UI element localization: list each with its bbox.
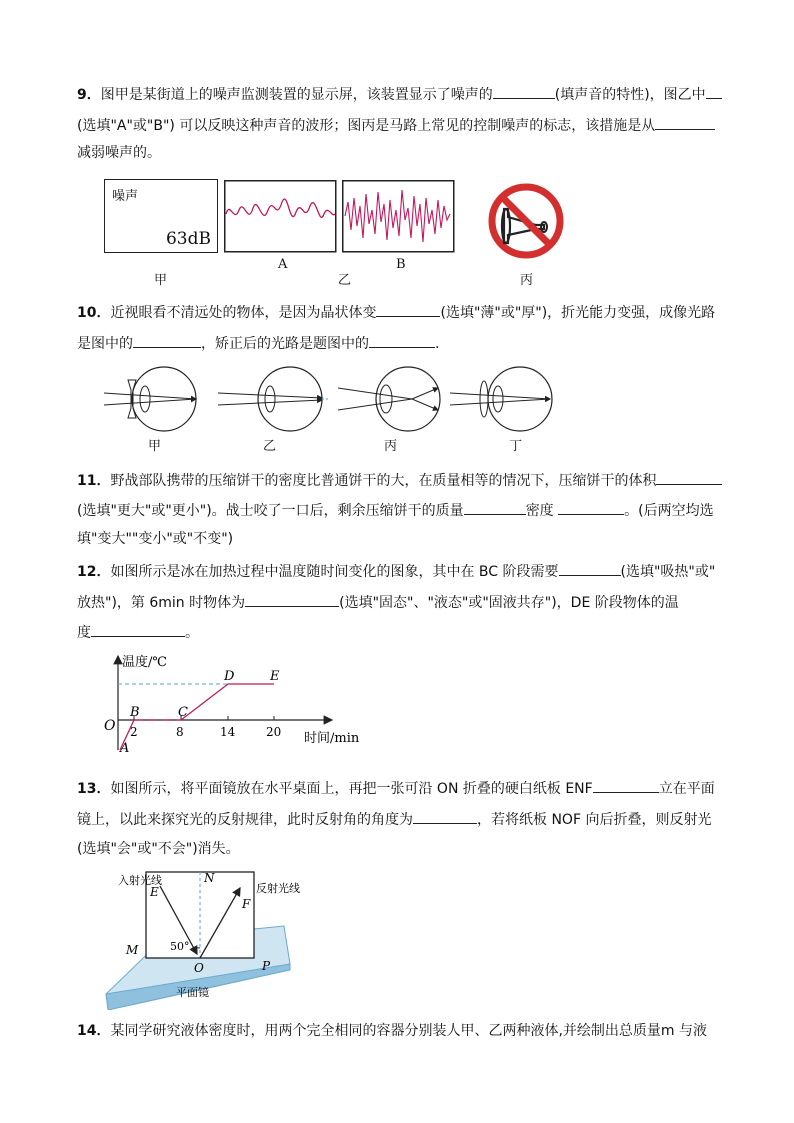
q11-text: 密度 (525, 503, 554, 519)
incident-label: 入射光线 (118, 874, 162, 887)
q11-line2 (77, 500, 714, 520)
label-p: P (262, 959, 271, 973)
q12-line2 (77, 592, 679, 612)
point-b: B (130, 705, 140, 720)
q12-text: (选填"固态"、"液态"或"固液共存")，DE 阶段物体的温 (339, 595, 679, 611)
q10-number: 10． (77, 305, 111, 321)
q12-blank-2[interactable] (245, 592, 339, 607)
q13-number: 13． (77, 781, 111, 797)
point-d: D (224, 669, 235, 684)
q11-line3 (77, 530, 233, 548)
q13-text: 立在平面 (658, 781, 715, 797)
caption-a: A (278, 257, 288, 272)
noise-monitor-screen (104, 179, 218, 253)
q9-text: (填声音的特性)，图乙中 (554, 87, 706, 103)
q12-number: 12． (77, 564, 111, 580)
q11-blank-1[interactable] (656, 470, 722, 485)
q9-text: (选填"A"或"B") 可以反映这种声音的波形；图丙是马路上常见的控制噪声的标志，该措施是从 (77, 118, 656, 134)
q12-blank-3[interactable] (91, 622, 185, 637)
eye-ding (450, 367, 552, 431)
q13-line3 (77, 840, 240, 858)
no-honking-sign (486, 181, 566, 261)
q10-line1 (77, 302, 715, 322)
q13-blank-2[interactable] (413, 809, 477, 824)
caption-jia: 甲 (148, 439, 162, 454)
point-e: E (270, 669, 280, 684)
q13-blank-1[interactable] (593, 778, 659, 793)
waveform-a (224, 180, 338, 253)
origin-label: O (104, 718, 116, 734)
temperature-time-graph (100, 652, 380, 754)
q13-text: 镜上，以此来探究光的反射规律，此时反射角的角度为 (77, 812, 413, 828)
label-f: F (242, 897, 251, 911)
caption-bing: 丙 (520, 273, 534, 288)
q10-text: 近视眼看不清远处的物体，是因为晶状体变 (110, 305, 377, 321)
q13-text: (选填"会"或"不会")消失。 (77, 841, 240, 857)
q12-blank-1[interactable] (559, 561, 621, 576)
tick-8: 8 (176, 725, 184, 739)
caption-b: B (396, 257, 406, 272)
label-e: E (150, 885, 159, 899)
q11-number: 11． (77, 473, 111, 489)
segment-cde (181, 684, 274, 720)
point-a: A (120, 741, 130, 754)
q9-number: 9． (77, 87, 101, 103)
q10-text: . (435, 336, 440, 352)
y-axis-label: 温度/℃ (122, 655, 167, 670)
eye-diagrams (100, 366, 560, 456)
q12-text: 度 (77, 625, 91, 641)
label-o: O (194, 961, 204, 975)
screen-value: 63dB (165, 229, 211, 249)
q11-text: 。(后两空均选 (624, 503, 714, 519)
q12-text: (选填"吸热"或" (620, 564, 716, 580)
q9-blank-2[interactable] (706, 84, 722, 99)
caption-ding: 丁 (509, 439, 523, 454)
caption-yi: 乙 (263, 439, 277, 454)
q9-text: 图甲是某街道上的噪声监测装置的显示屏，该装置显示了噪声的 (100, 87, 493, 103)
q12-text: 。 (185, 625, 199, 641)
q12-text: 放热")，第 6min 时物体为 (77, 595, 246, 611)
q9-text: 减弱噪声的。 (77, 145, 161, 161)
q11-text: 野战部队携带的压缩饼干的密度比普通饼干的大，在质量相等的情况下，压缩饼干的体积 (110, 473, 657, 489)
q12-line3 (77, 622, 199, 642)
q11-text: 填"变大""变小"或"不变") (77, 531, 234, 547)
angle-label: 50° (170, 940, 190, 953)
mirror-label: 平面镜 (176, 986, 209, 999)
eye-yi (218, 367, 330, 431)
q9-line2 (77, 115, 715, 135)
point-c: C (178, 705, 188, 720)
waveform-b (342, 180, 456, 253)
tick-20: 20 (266, 725, 282, 739)
reflected-label: 反射光线 (256, 882, 300, 895)
q11-text: (选填"更大"或"更小")。战士咬了一口后，剩余压缩饼干的质量 (77, 503, 464, 519)
q9-blank-3[interactable] (655, 115, 715, 130)
eye-jia (104, 367, 196, 431)
q10-blank-2[interactable] (133, 333, 201, 348)
q10-line2 (77, 333, 439, 353)
q14-text: 某同学研究液体密度时，用两个完全相同的容器分别装人甲、乙两种液体,并绘制出总质量m 与液 (110, 1023, 708, 1039)
q9-line1 (77, 84, 722, 104)
q10-text: 是图中的 (77, 336, 133, 352)
q11-blank-2[interactable] (464, 500, 526, 515)
q12-text: 如图所示是冰在加热过程中温度随时间变化的图象，其中在 BC 阶段需要 (110, 564, 559, 580)
q14-number: 14． (77, 1023, 111, 1039)
label-n: N (204, 871, 215, 885)
q13-line1 (77, 778, 715, 798)
screen-label: 噪声 (112, 189, 139, 204)
q10-blank-3[interactable] (369, 333, 435, 348)
label-m: M (126, 943, 139, 957)
q11-line1 (77, 470, 722, 490)
q14-line1 (77, 1022, 707, 1040)
eye-bing (338, 367, 440, 431)
q11-blank-3[interactable] (558, 500, 624, 515)
tick-2: 2 (130, 725, 138, 739)
q13-text: ，若将纸板 NOF 向后折叠，则反射光 (477, 812, 712, 828)
q13-line2 (77, 809, 711, 829)
x-axis-label: 时间/min (304, 731, 360, 746)
q10-text: (选填"薄"或"厚")，折光能力变强，成像光路 (440, 305, 716, 321)
caption-jia: 甲 (154, 273, 168, 288)
q9-blank-1[interactable] (493, 84, 555, 99)
q9-line3 (77, 144, 161, 162)
q10-text: ，矫正后的光路是题图中的 (201, 336, 369, 352)
caption-yi: 乙 (338, 273, 352, 288)
caption-bing: 丙 (384, 439, 398, 454)
q13-text: 如图所示，将平面镜放在水平桌面上，再把一张可沿 ON 折叠的硬白纸板 ENF (110, 781, 593, 797)
q12-line1 (77, 561, 715, 581)
tick-14: 14 (220, 725, 236, 739)
reflection-experiment (104, 866, 314, 1010)
q10-blank-1[interactable] (376, 302, 440, 317)
